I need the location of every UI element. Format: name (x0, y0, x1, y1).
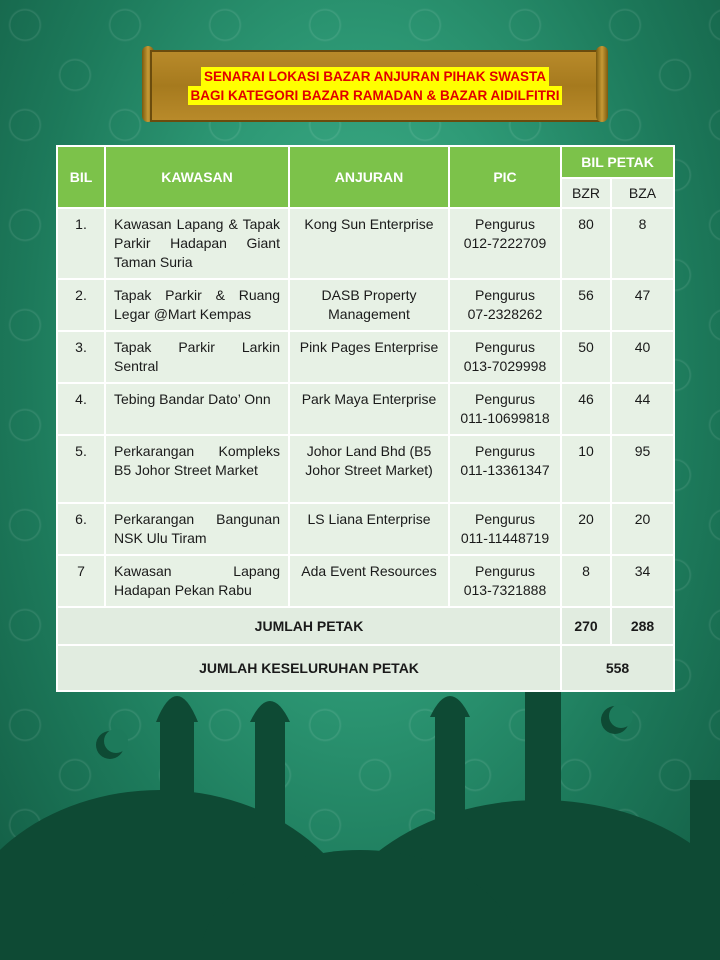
cell-kawasan: Tebing Bandar Dato’ Onn (105, 383, 289, 435)
pic-phone: 013-7029998 (463, 358, 547, 374)
table-row (57, 279, 674, 331)
pic-phone: 013-7321888 (463, 582, 547, 598)
table-row (57, 208, 674, 279)
pic-title: Pengurus (475, 443, 535, 459)
cell-anjuran: Johor Land Bhd (B5 Johor Street Market) (289, 435, 449, 503)
cell-pic (449, 555, 561, 607)
banner-title-line-1: SENARAI LOKASI BAZAR ANJURAN PIHAK SWASTA (201, 67, 549, 86)
grand-total-row (57, 645, 674, 691)
cell-anjuran: LS Liana Enterprise (289, 503, 449, 555)
cell-pic (449, 503, 561, 555)
cell-anjuran: Park Maya Enterprise (289, 383, 449, 435)
table-row (57, 331, 674, 383)
cell-bza: 47 (611, 279, 674, 331)
cell-anjuran: Pink Pages Enterprise (289, 331, 449, 383)
cell-bzr: 8 (561, 555, 611, 607)
cell-bil: 1. (57, 208, 105, 279)
jumlah-keseluruhan-label: JUMLAH KESELURUHAN PETAK (57, 645, 561, 691)
cell-bil: 6. (57, 503, 105, 555)
cell-pic (449, 435, 561, 503)
header-pic: PIC (449, 146, 561, 208)
banner-title-line-2: BAGI KATEGORI BAZAR RAMADAN & BAZAR AIDILFITRI (188, 86, 563, 105)
cell-bza: 8 (611, 208, 674, 279)
cell-kawasan: Kawasan Lapang & Tapak Parkir Hadapan Giant Taman Suria (105, 208, 289, 279)
cell-anjuran: Ada Event Resources (289, 555, 449, 607)
title-banner (140, 40, 610, 128)
cell-kawasan: Tapak Parkir & Ruang Legar @Mart Kempas (105, 279, 289, 331)
scroll-roll-right (596, 46, 608, 122)
pic-phone: 011-13361347 (460, 462, 550, 478)
cell-bza: 44 (611, 383, 674, 435)
cell-pic (449, 383, 561, 435)
bazaar-location-table (56, 145, 675, 692)
cell-pic (449, 279, 561, 331)
pic-title: Pengurus (475, 339, 535, 355)
pic-phone: 011-10699818 (460, 410, 550, 426)
cell-bza: 95 (611, 435, 674, 503)
pic-title: Pengurus (475, 216, 535, 232)
cell-bza: 34 (611, 555, 674, 607)
pic-title: Pengurus (475, 511, 535, 527)
banner-body (150, 50, 600, 122)
jumlah-petak-bza: 288 (611, 607, 674, 645)
table-row (57, 435, 674, 503)
header-bzr: BZR (561, 178, 611, 208)
table-row (57, 383, 674, 435)
mosque-skyline-silhouette (0, 660, 720, 960)
cell-bil: 2. (57, 279, 105, 331)
jumlah-petak-bzr: 270 (561, 607, 611, 645)
table-row (57, 555, 674, 607)
pic-title: Pengurus (475, 563, 535, 579)
pic-phone: 012-7222709 (463, 235, 547, 251)
pic-title: Pengurus (475, 391, 535, 407)
cell-kawasan: Kawasan Lapang Hadapan Pekan Rabu (105, 555, 289, 607)
header-anjuran: ANJURAN (289, 146, 449, 208)
total-row (57, 607, 674, 645)
cell-bzr: 10 (561, 435, 611, 503)
table-row (57, 503, 674, 555)
cell-bzr: 80 (561, 208, 611, 279)
cell-bil: 3. (57, 331, 105, 383)
pic-phone: 011-11448719 (460, 530, 550, 546)
cell-pic (449, 331, 561, 383)
header-kawasan: KAWASAN (105, 146, 289, 208)
cell-bil: 5. (57, 435, 105, 503)
cell-pic (449, 208, 561, 279)
cell-bzr: 20 (561, 503, 611, 555)
jumlah-petak-label: JUMLAH PETAK (57, 607, 561, 645)
cell-bza: 20 (611, 503, 674, 555)
header-bil-petak: BIL PETAK (561, 146, 674, 178)
cell-bzr: 56 (561, 279, 611, 331)
cell-bza: 40 (611, 331, 674, 383)
cell-kawasan: Tapak Parkir Larkin Sentral (105, 331, 289, 383)
cell-bil: 7 (57, 555, 105, 607)
cell-bil: 4. (57, 383, 105, 435)
cell-anjuran: Kong Sun Enterprise (289, 208, 449, 279)
cell-bzr: 50 (561, 331, 611, 383)
jumlah-keseluruhan-value: 558 (561, 645, 674, 691)
pic-title: Pengurus (475, 287, 535, 303)
cell-kawasan: Perkarangan Bangunan NSK Ulu Tiram (105, 503, 289, 555)
pic-phone: 07-2328262 (467, 306, 543, 322)
header-bza: BZA (611, 178, 674, 208)
cell-anjuran: DASB Property Management (289, 279, 449, 331)
header-bil: BIL (57, 146, 105, 208)
cell-bzr: 46 (561, 383, 611, 435)
cell-kawasan: Perkarangan Kompleks B5 Johor Street Market (105, 435, 289, 503)
